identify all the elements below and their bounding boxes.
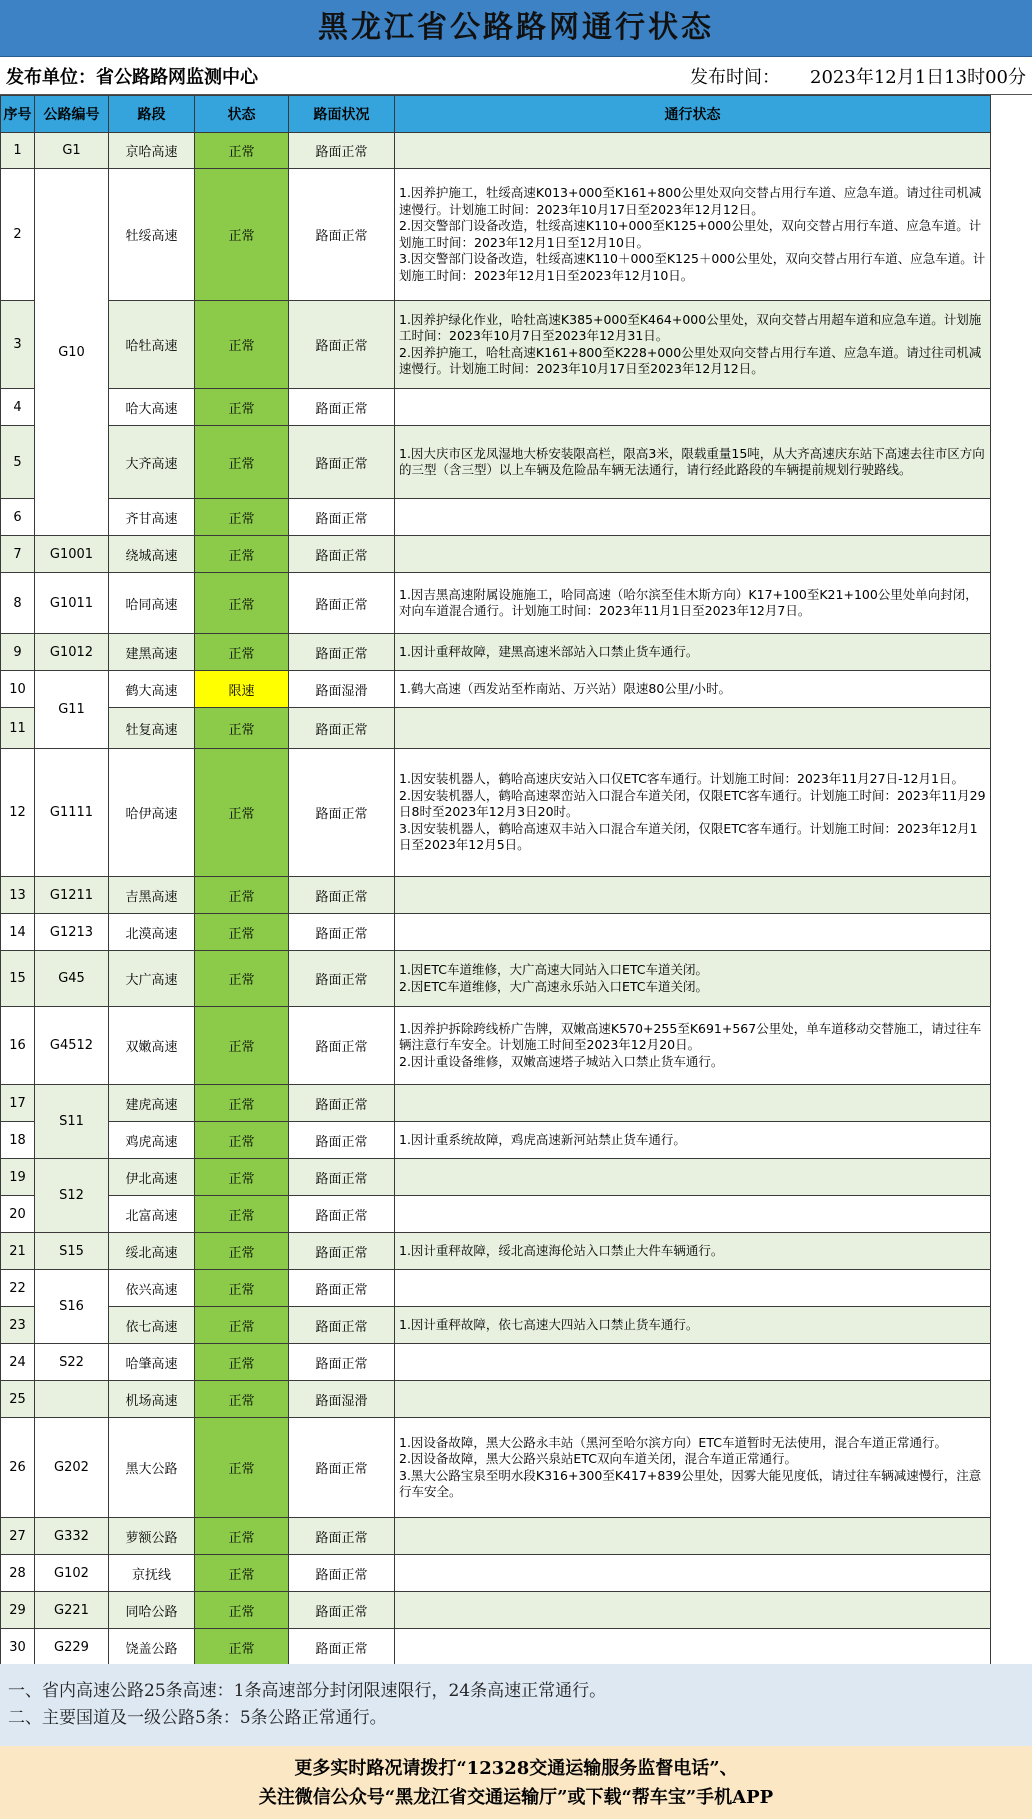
status-cell: 正常 bbox=[195, 1122, 289, 1159]
table-row bbox=[1, 634, 991, 671]
row-number: 1 bbox=[1, 133, 35, 169]
table-row bbox=[1, 1555, 991, 1592]
status-cell: 正常 bbox=[195, 634, 289, 671]
road-code: G1213 bbox=[35, 914, 109, 951]
status-cell: 正常 bbox=[195, 1007, 289, 1085]
status-cell: 正常 bbox=[195, 1196, 289, 1233]
publisher-value: 省公路路网监测中心 bbox=[96, 66, 258, 88]
road-name: 绕城高速 bbox=[109, 536, 195, 573]
table-body bbox=[1, 133, 991, 1666]
traffic-info-line: 1.因安装机器人，鹤哈高速庆安站入口仅ETC客车通行。计划施工时间：2023年11月27日-12月1日。 bbox=[399, 771, 964, 787]
road-name: 饶盖公路 bbox=[109, 1629, 195, 1666]
surface-cell: 路面正常 bbox=[289, 169, 395, 301]
traffic-info-line: 3.因交警部门设备改造，牡绥高速K110＋000至K125＋000公里处，双向交替占用行车道、应急车道。计划施工时间：2023年12月1日至2023年12月10日。 bbox=[399, 251, 986, 283]
status-cell: 正常 bbox=[195, 749, 289, 877]
road-name: 北漠高速 bbox=[109, 914, 195, 951]
road-name: 牡复高速 bbox=[109, 708, 195, 749]
road-name: 北富高速 bbox=[109, 1196, 195, 1233]
surface-cell: 路面正常 bbox=[289, 499, 395, 536]
road-code: G1111 bbox=[35, 749, 109, 877]
table-row bbox=[1, 1233, 991, 1270]
status-cell: 正常 bbox=[195, 1518, 289, 1555]
status-cell: 正常 bbox=[195, 1381, 289, 1418]
road-code: G1011 bbox=[35, 573, 109, 634]
summary-line-2: 二、主要国道及一级公路5条：5条公路正常通行。 bbox=[8, 1708, 387, 1728]
traffic-info bbox=[395, 536, 991, 573]
header-surface: 路面状况 bbox=[289, 96, 395, 133]
traffic-info-line: 1.因计重系统故障，鸡虎高速新河站禁止货车通行。 bbox=[399, 1131, 686, 1147]
traffic-info bbox=[395, 749, 991, 877]
status-cell: 正常 bbox=[195, 1159, 289, 1196]
traffic-info bbox=[395, 1418, 991, 1518]
table-row bbox=[1, 301, 991, 389]
surface-cell: 路面正常 bbox=[289, 1307, 395, 1344]
surface-cell: 路面正常 bbox=[289, 749, 395, 877]
road-code: G202 bbox=[35, 1418, 109, 1518]
traffic-info bbox=[395, 634, 991, 671]
row-number: 30 bbox=[1, 1629, 35, 1666]
road-code: G1 bbox=[35, 133, 109, 169]
status-cell: 限速 bbox=[195, 671, 289, 708]
traffic-info bbox=[395, 671, 991, 708]
traffic-info bbox=[395, 133, 991, 169]
status-cell: 正常 bbox=[195, 951, 289, 1007]
road-name: 大广高速 bbox=[109, 951, 195, 1007]
table-row bbox=[1, 1122, 991, 1159]
traffic-info bbox=[395, 1085, 991, 1122]
surface-cell: 路面正常 bbox=[289, 573, 395, 634]
status-cell: 正常 bbox=[195, 1555, 289, 1592]
status-cell: 正常 bbox=[195, 301, 289, 389]
row-number: 21 bbox=[1, 1233, 35, 1270]
road-code: S22 bbox=[35, 1344, 109, 1381]
row-number: 23 bbox=[1, 1307, 35, 1344]
traffic-info-line: 2.因交警部门设备改造，牡绥高速K110+000至K125+000公里处，双向交替占用行车道、应急车道。计划施工时间：2023年12月1日至12月10日。 bbox=[399, 218, 982, 250]
traffic-info bbox=[395, 914, 991, 951]
status-cell: 正常 bbox=[195, 1233, 289, 1270]
table-row bbox=[1, 671, 991, 708]
traffic-info-line: 1.因大庆市区龙凤湿地大桥安装限高栏，限高3米，限载重量15吨，从大齐高速庆东站下高速去往市区方向的三型（含三型）以上车辆及危险品车辆无法通行，请行经此路段的车辆提前规划行驶路线。 bbox=[399, 445, 985, 477]
publish-time bbox=[690, 63, 1026, 89]
table-row bbox=[1, 749, 991, 877]
road-code: S16 bbox=[35, 1270, 109, 1344]
status-cell: 正常 bbox=[195, 1592, 289, 1629]
traffic-info bbox=[395, 573, 991, 634]
status-cell: 正常 bbox=[195, 426, 289, 499]
road-code: G1001 bbox=[35, 536, 109, 573]
traffic-info-line: 2.因养护施工，哈牡高速K161+800至K228+000公里处双向交替占用行车道、应急车道。请过往司机减速慢行。计划施工时间：2023年10月17日至2023年12月12日。 bbox=[399, 344, 982, 376]
traffic-info bbox=[395, 1555, 991, 1592]
traffic-info-line: 2.因ETC车道维修，大广高速永乐站入口ETC车道关闭。 bbox=[399, 978, 708, 994]
road-name: 建虎高速 bbox=[109, 1085, 195, 1122]
table-row bbox=[1, 1159, 991, 1196]
table-row bbox=[1, 951, 991, 1007]
traffic-info-line: 1.因设备故障，黑大公路永丰站（黑河至哈尔滨方向）ETC车道暂时无法使用，混合车道正常通行。 bbox=[399, 1434, 947, 1450]
road-name: 京抚线 bbox=[109, 1555, 195, 1592]
road-code: S15 bbox=[35, 1233, 109, 1270]
road-code: G221 bbox=[35, 1592, 109, 1629]
row-number: 14 bbox=[1, 914, 35, 951]
footer-notice bbox=[0, 1746, 1032, 1819]
surface-cell: 路面正常 bbox=[289, 389, 395, 426]
road-code: S12 bbox=[35, 1159, 109, 1233]
traffic-info-line: 1.因计重秤故障，建黑高速米部站入口禁止货车通行。 bbox=[399, 643, 699, 659]
traffic-info-line: 2.因计重设备维修，双嫩高速塔子城站入口禁止货车通行。 bbox=[399, 1053, 724, 1069]
row-number: 10 bbox=[1, 671, 35, 708]
footer-line-1: 更多实时路况请拨打“12328交通运输服务监督电话”、 bbox=[294, 1758, 738, 1779]
surface-cell: 路面湿滑 bbox=[289, 671, 395, 708]
surface-cell: 路面正常 bbox=[289, 1344, 395, 1381]
table-row bbox=[1, 499, 991, 536]
status-cell: 正常 bbox=[195, 877, 289, 914]
status-cell: 正常 bbox=[195, 573, 289, 634]
row-number: 27 bbox=[1, 1518, 35, 1555]
status-cell: 正常 bbox=[195, 1418, 289, 1518]
road-name: 哈牡高速 bbox=[109, 301, 195, 389]
status-cell: 正常 bbox=[195, 1085, 289, 1122]
table-row bbox=[1, 1344, 991, 1381]
traffic-info-line: 1.因养护拆除跨线桥广告牌，双嫩高速K570+255至K691+567公里处，单车道移动交替施工，请过往车辆注意行车安全。计划施工时间至2023年12月20日。 bbox=[399, 1020, 982, 1053]
road-name: 哈同高速 bbox=[109, 573, 195, 634]
traffic-info bbox=[395, 426, 991, 499]
road-name: 哈伊高速 bbox=[109, 749, 195, 877]
traffic-info-line: 1.因养护施工，牡绥高速K013+000至K161+800公里处双向交替占用行车道、应急车道。请过往司机减速慢行。计划施工时间：2023年10月17日至2023年12月12日。 bbox=[399, 185, 982, 217]
summary bbox=[0, 1664, 1032, 1746]
road-status-table bbox=[0, 95, 991, 1666]
row-number: 8 bbox=[1, 573, 35, 634]
table-row bbox=[1, 1007, 991, 1085]
traffic-info bbox=[395, 1344, 991, 1381]
surface-cell: 路面正常 bbox=[289, 1233, 395, 1270]
surface-cell: 路面正常 bbox=[289, 1555, 395, 1592]
road-name: 依七高速 bbox=[109, 1307, 195, 1344]
row-number: 12 bbox=[1, 749, 35, 877]
road-name: 牡绥高速 bbox=[109, 169, 195, 301]
road-code: S11 bbox=[35, 1085, 109, 1159]
row-number: 6 bbox=[1, 499, 35, 536]
traffic-info bbox=[395, 169, 991, 301]
road-code: G1012 bbox=[35, 634, 109, 671]
header-no: 序号 bbox=[1, 96, 35, 133]
table-row bbox=[1, 914, 991, 951]
row-number: 24 bbox=[1, 1344, 35, 1381]
road-name: 大齐高速 bbox=[109, 426, 195, 499]
surface-cell: 路面正常 bbox=[289, 951, 395, 1007]
table-row bbox=[1, 1381, 991, 1418]
road-code: G332 bbox=[35, 1518, 109, 1555]
surface-cell: 路面正常 bbox=[289, 1122, 395, 1159]
row-number: 26 bbox=[1, 1418, 35, 1518]
road-name: 哈大高速 bbox=[109, 389, 195, 426]
road-code: G11 bbox=[35, 671, 109, 749]
road-name: 建黑高速 bbox=[109, 634, 195, 671]
status-cell: 正常 bbox=[195, 133, 289, 169]
road-code: G10 bbox=[35, 169, 109, 536]
traffic-info-line: 3.黑大公路宝泉至明水段K316+300至K417+839公里处，因雾大能见度低，请过往车辆减速慢行，注意行车安全。 bbox=[399, 1467, 982, 1499]
row-number: 16 bbox=[1, 1007, 35, 1085]
surface-cell: 路面正常 bbox=[289, 1592, 395, 1629]
surface-cell: 路面正常 bbox=[289, 1629, 395, 1666]
traffic-info bbox=[395, 1307, 991, 1344]
traffic-info-line: 1.因计重秤故障，依七高速大四站入口禁止货车通行。 bbox=[399, 1316, 699, 1332]
table-row bbox=[1, 1307, 991, 1344]
road-code: G45 bbox=[35, 951, 109, 1007]
traffic-info bbox=[395, 1270, 991, 1307]
traffic-info bbox=[395, 1233, 991, 1270]
surface-cell: 路面正常 bbox=[289, 1007, 395, 1085]
road-name: 吉黑高速 bbox=[109, 877, 195, 914]
status-cell: 正常 bbox=[195, 914, 289, 951]
table-row bbox=[1, 426, 991, 499]
table-row bbox=[1, 573, 991, 634]
road-name: 京哈高速 bbox=[109, 133, 195, 169]
road-code bbox=[35, 1381, 109, 1418]
road-name: 绥北高速 bbox=[109, 1233, 195, 1270]
road-name: 萝额公路 bbox=[109, 1518, 195, 1555]
publisher-label: 发布单位： bbox=[6, 66, 96, 88]
traffic-info bbox=[395, 877, 991, 914]
road-name: 齐甘高速 bbox=[109, 499, 195, 536]
row-number: 20 bbox=[1, 1196, 35, 1233]
traffic-info-line: 2.因安装机器人，鹤哈高速翠峦站入口混合车道关闭，仅限ETC客车通行。计划施工时间：2023年11月29日8时至2023年12月3日20时。 bbox=[399, 787, 986, 820]
traffic-info bbox=[395, 1518, 991, 1555]
road-code: G102 bbox=[35, 1555, 109, 1592]
traffic-info bbox=[395, 1007, 991, 1085]
surface-cell: 路面正常 bbox=[289, 634, 395, 671]
surface-cell: 路面正常 bbox=[289, 1270, 395, 1307]
traffic-info bbox=[395, 1196, 991, 1233]
publish-time-label: 发布时间： bbox=[690, 66, 781, 88]
table-row bbox=[1, 536, 991, 573]
surface-cell: 路面正常 bbox=[289, 914, 395, 951]
surface-cell: 路面正常 bbox=[289, 536, 395, 573]
table-row bbox=[1, 1270, 991, 1307]
table-row bbox=[1, 1629, 991, 1666]
status-cell: 正常 bbox=[195, 536, 289, 573]
publisher bbox=[6, 63, 258, 89]
surface-cell: 路面正常 bbox=[289, 1085, 395, 1122]
road-name: 鹤大高速 bbox=[109, 671, 195, 708]
traffic-info bbox=[395, 1159, 991, 1196]
road-name: 哈肇高速 bbox=[109, 1344, 195, 1381]
traffic-info-line: 1.因ETC车道维修，大广高速大同站入口ETC车道关闭。 bbox=[399, 962, 708, 977]
status-cell: 正常 bbox=[195, 1270, 289, 1307]
traffic-info-line: 2.因设备故障，黑大公路兴泉站ETC双向车道关闭，混合车道正常通行。 bbox=[399, 1451, 797, 1466]
table-row bbox=[1, 1418, 991, 1518]
traffic-info bbox=[395, 1629, 991, 1666]
road-code: G229 bbox=[35, 1629, 109, 1666]
surface-cell: 路面正常 bbox=[289, 301, 395, 389]
row-number: 13 bbox=[1, 877, 35, 914]
road-name: 双嫩高速 bbox=[109, 1007, 195, 1085]
header-code: 公路编号 bbox=[35, 96, 109, 133]
row-number: 3 bbox=[1, 301, 35, 389]
traffic-info bbox=[395, 499, 991, 536]
table-row bbox=[1, 708, 991, 749]
traffic-info-line: 1.因养护绿化作业，哈牡高速K385+000至K464+000公里处，双向交替占用超车道和应急车道。计划施工时间：2023年10月7日至2023年12月31日。 bbox=[399, 311, 982, 343]
table-row bbox=[1, 1085, 991, 1122]
surface-cell: 路面湿滑 bbox=[289, 1381, 395, 1418]
table-row bbox=[1, 1518, 991, 1555]
road-name: 黑大公路 bbox=[109, 1418, 195, 1518]
table-row bbox=[1, 1196, 991, 1233]
traffic-info bbox=[395, 389, 991, 426]
traffic-info bbox=[395, 301, 991, 389]
status-cell: 正常 bbox=[195, 1307, 289, 1344]
traffic-info-line: 1.鹤大高速（西发站至柞南站、万兴站）限速80公里/小时。 bbox=[399, 680, 732, 696]
header-status: 状态 bbox=[195, 96, 289, 133]
road-name: 依兴高速 bbox=[109, 1270, 195, 1307]
traffic-info-line: 1.因吉黑高速附属设施施工，哈同高速（哈尔滨至佳木斯方向）K17+100至K21+100公里处单向封闭，对向车道混合通行。计划施工时间：2023年11月1日至2023年12月7日。 bbox=[399, 586, 978, 618]
row-number: 7 bbox=[1, 536, 35, 573]
table-row bbox=[1, 133, 991, 169]
road-name: 同哈公路 bbox=[109, 1592, 195, 1629]
footer-line-2: 关注微信公众号“黑龙江省交通运输厅”或下载“帮车宝”手机APP bbox=[258, 1787, 774, 1808]
row-number: 9 bbox=[1, 634, 35, 671]
surface-cell: 路面正常 bbox=[289, 1518, 395, 1555]
row-number: 22 bbox=[1, 1270, 35, 1307]
publish-time-value: 2023年12月1日13时00分 bbox=[810, 66, 1026, 88]
row-number: 28 bbox=[1, 1555, 35, 1592]
surface-cell: 路面正常 bbox=[289, 133, 395, 169]
table-row bbox=[1, 877, 991, 914]
header-road: 路段 bbox=[109, 96, 195, 133]
road-code: G1211 bbox=[35, 877, 109, 914]
row-number: 29 bbox=[1, 1592, 35, 1629]
status-cell: 正常 bbox=[195, 1629, 289, 1666]
road-name: 机场高速 bbox=[109, 1381, 195, 1418]
table-row bbox=[1, 1592, 991, 1629]
traffic-info bbox=[395, 951, 991, 1007]
table-row bbox=[1, 169, 991, 301]
surface-cell: 路面正常 bbox=[289, 1159, 395, 1196]
row-number: 15 bbox=[1, 951, 35, 1007]
publish-info bbox=[0, 57, 1032, 95]
road-code: G4512 bbox=[35, 1007, 109, 1085]
summary-line-1: 一、省内高速公路25条高速：1条高速部分封闭限速限行，24条高速正常通行。 bbox=[8, 1681, 607, 1701]
row-number: 11 bbox=[1, 708, 35, 749]
row-number: 18 bbox=[1, 1122, 35, 1159]
row-number: 2 bbox=[1, 169, 35, 301]
road-name: 伊北高速 bbox=[109, 1159, 195, 1196]
traffic-info-line: 1.因计重秤故障，绥北高速海伦站入口禁止大件车辆通行。 bbox=[399, 1242, 724, 1258]
row-number: 4 bbox=[1, 389, 35, 426]
status-cell: 正常 bbox=[195, 389, 289, 426]
table-header-row bbox=[1, 96, 991, 133]
surface-cell: 路面正常 bbox=[289, 1418, 395, 1518]
traffic-info bbox=[395, 1592, 991, 1629]
surface-cell: 路面正常 bbox=[289, 1196, 395, 1233]
surface-cell: 路面正常 bbox=[289, 877, 395, 914]
row-number: 19 bbox=[1, 1159, 35, 1196]
road-name: 鸡虎高速 bbox=[109, 1122, 195, 1159]
row-number: 25 bbox=[1, 1381, 35, 1418]
status-cell: 正常 bbox=[195, 1344, 289, 1381]
status-cell: 正常 bbox=[195, 499, 289, 536]
row-number: 17 bbox=[1, 1085, 35, 1122]
status-cell: 正常 bbox=[195, 169, 289, 301]
traffic-info bbox=[395, 1381, 991, 1418]
header-traffic: 通行状态 bbox=[395, 96, 991, 133]
traffic-info bbox=[395, 1122, 991, 1159]
row-number: 5 bbox=[1, 426, 35, 499]
table-row bbox=[1, 389, 991, 426]
surface-cell: 路面正常 bbox=[289, 708, 395, 749]
traffic-info bbox=[395, 708, 991, 749]
traffic-info-line: 3.因安装机器人，鹤哈高速双丰站入口混合车道关闭，仅限ETC客车通行。计划施工时间：2023年12月1日至2023年12月5日。 bbox=[399, 820, 978, 853]
page-title: 黑龙江省公路路网通行状态 bbox=[0, 0, 1032, 57]
surface-cell: 路面正常 bbox=[289, 426, 395, 499]
status-cell: 正常 bbox=[195, 708, 289, 749]
